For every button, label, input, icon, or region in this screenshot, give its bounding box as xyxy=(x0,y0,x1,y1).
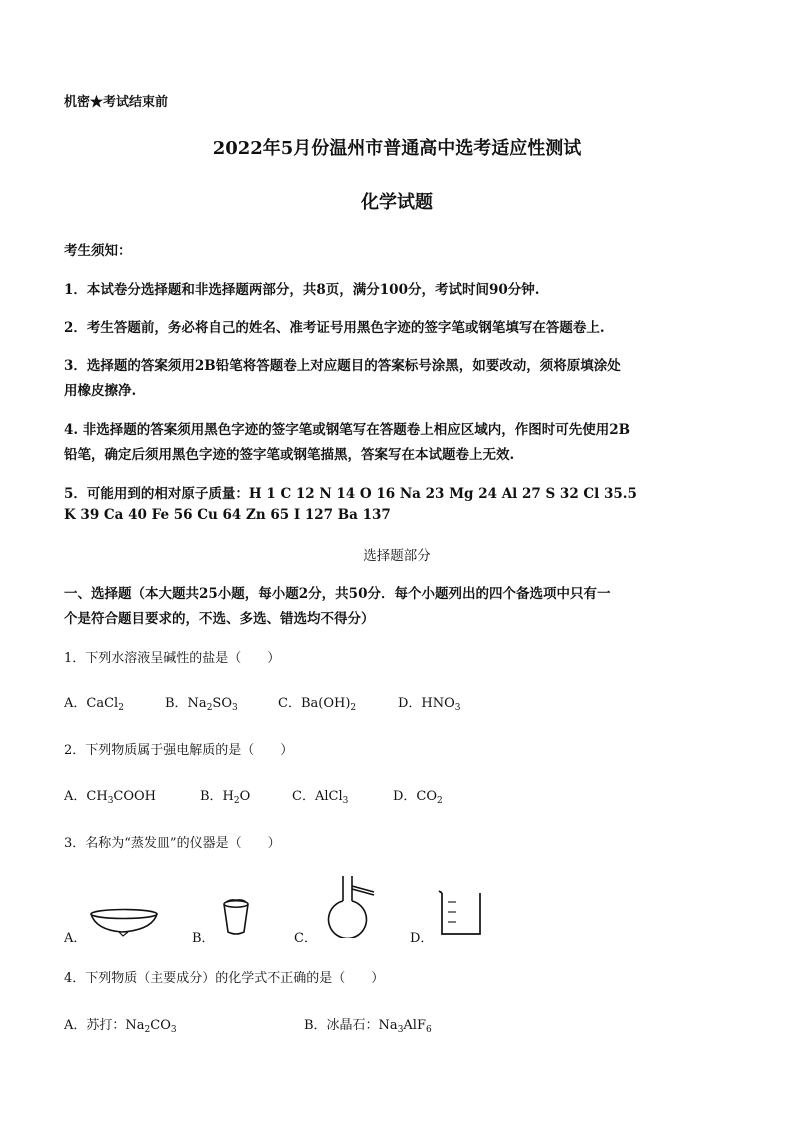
question-4-option-b: B．冰晶石：$Na_3AlF_6$ xyxy=(304,1018,432,1035)
beaker-icon xyxy=(436,890,486,938)
question-2-stem: 2．下列物质属于强电解质的是（ ） xyxy=(64,743,294,758)
question-4-stem: 4．下列物质（主要成分）的化学式不正确的是（ ） xyxy=(64,971,385,986)
crucible-icon xyxy=(220,898,252,938)
question-2-option-d: D．$CO_2$ xyxy=(393,789,443,806)
question-3-stem: 3．名称为“蒸发皿”的仪器是（ ） xyxy=(64,836,281,851)
notice-item-1: 1．本试卷分选择题和非选择题两部分，共8页，满分100分，考试时间90分钟. xyxy=(64,282,540,298)
distillation-flask-icon xyxy=(318,874,380,938)
notice-item-3: 3．选择题的答案须用2B铅笔将答题卷上对应题目的答案标号涂黑，如要改动，须将原填涂处 xyxy=(64,358,621,374)
question-2-option-b: B．$H_2O$ xyxy=(200,789,251,806)
notice-item-4-cont: 铅笔，确定后须用黑色字迹的签字笔或钢笔描黑，答案写在本试题卷上无效. xyxy=(64,447,515,463)
question-1-stem: 1．下列水溶液呈碱性的盐是（ ） xyxy=(64,651,281,666)
subject-title: 化学试题 xyxy=(361,192,433,213)
section-intro-line-1: 一、选择题（本大题共25小题，每小题2分，共50分．每个小题列出的四个备选项中只有一 xyxy=(64,586,611,602)
question-2-option-c: C．AlCl$_3$ xyxy=(292,789,349,806)
section-title: 选择题部分 xyxy=(363,548,431,564)
notice-item-5-cont: K 39 Ca 40 Fe 56 Cu 64 Zn 65 I 127 Ba 137 xyxy=(64,507,391,523)
question-2-option-a: A．$CH_3COOH$ xyxy=(64,789,157,806)
question-1-option-a: A．CaCl$_2$ xyxy=(64,696,124,713)
question-3-label-b: B． xyxy=(192,931,215,946)
question-1-option-c: C．$Ba(OH)_2$ xyxy=(278,696,357,713)
notice-item-5: 5．可能用到的相对原子质量：H 1 C 12 N 14 O 16 Na 23 Mg 24 Al 27 S 32 Cl 35.5 xyxy=(64,486,637,502)
notice-heading: 考生须知： xyxy=(64,243,132,259)
evaporating-dish-icon xyxy=(88,906,160,940)
exam-title: 2022年5月份温州市普通高中选考适应性测试 xyxy=(212,138,582,159)
question-1-option-b: B．$Na_2SO_3$ xyxy=(165,696,238,713)
notice-item-2: 2．考生答题前，务必将自己的姓名、准考证号用黑色字迹的签字笔或钢笔填写在答题卷上. xyxy=(64,320,605,336)
question-3-label-d: D． xyxy=(410,931,434,946)
question-1-option-d: D．$HNO_3$ xyxy=(398,696,461,713)
question-3-label-c: C． xyxy=(294,931,317,946)
question-4-option-a: A．苏打：$Na_2CO_3$ xyxy=(64,1018,177,1035)
confidential-label: 机密★考试结束前 xyxy=(64,95,169,110)
notice-item-3-cont: 用橡皮擦净. xyxy=(64,383,137,399)
section-intro-line-2: 个是符合题目要求的，不选、多选、错选均不得分） xyxy=(64,611,375,627)
question-3-label-a: A． xyxy=(64,931,87,946)
notice-item-4: 4. 非选择题的答案须用黑色字迹的签字笔或钢笔写在答题卷上相应区域内，作图时可先使用2B xyxy=(64,422,631,438)
